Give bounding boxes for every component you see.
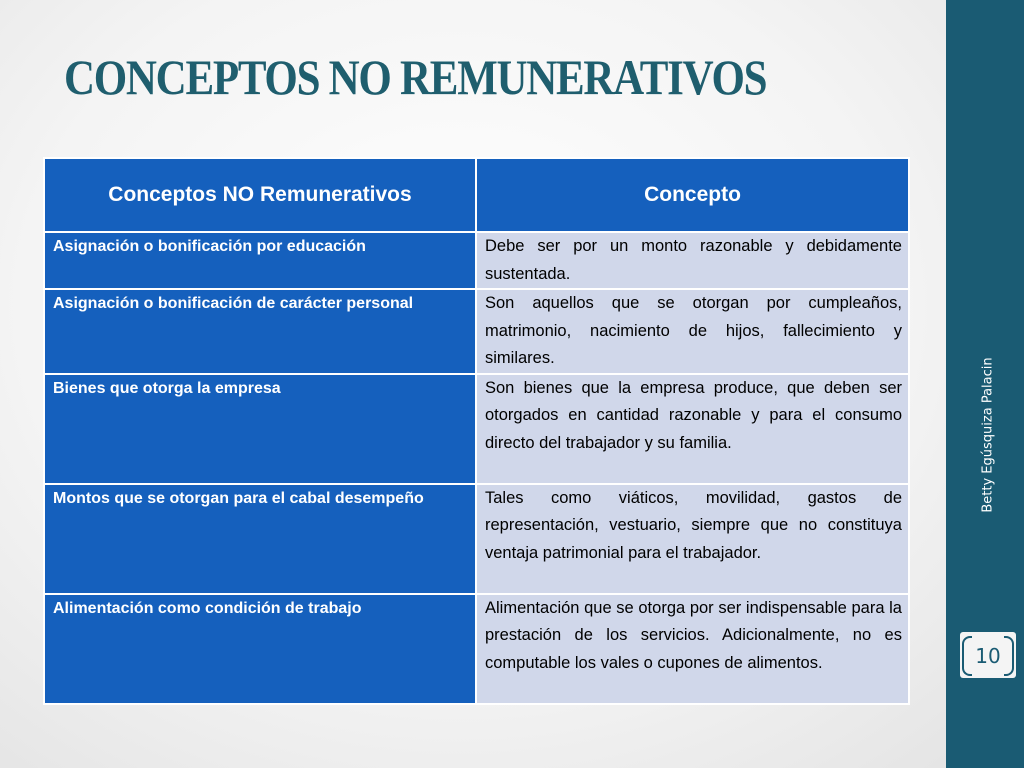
concept-cell: Bienes que otorga la empresa bbox=[44, 374, 476, 484]
concepts-table bbox=[43, 157, 910, 705]
table-header-row bbox=[44, 158, 909, 232]
author-label bbox=[958, 350, 1018, 520]
table-row bbox=[44, 289, 909, 374]
page-number: 10 bbox=[975, 644, 1001, 668]
table-row bbox=[44, 232, 909, 289]
description-cell: Alimentación que se otorga por ser indispensable para la prestación de los servicios. Adicionalmente, no es computable los vales o cupones de alimentos. bbox=[476, 594, 909, 704]
concept-cell: Montos que se otorgan para el cabal desempeño bbox=[44, 484, 476, 594]
description-cell: Son bienes que la empresa produce, que deben ser otorgados en cantidad razonable y para el consumo directo del trabajador y su familia. bbox=[476, 374, 909, 484]
concept-cell: Alimentación como condición de trabajo bbox=[44, 594, 476, 704]
column-header-concepts: Conceptos NO Remunerativos bbox=[44, 158, 476, 232]
table-row bbox=[44, 374, 909, 484]
table-row bbox=[44, 484, 909, 594]
page-number-badge bbox=[960, 632, 1016, 678]
author-name: Betty Egúsquiza Palacin bbox=[980, 357, 996, 513]
concept-cell: Asignación o bonificación por educación bbox=[44, 232, 476, 289]
description-cell: Debe ser por un monto razonable y debidamente sustentada. bbox=[476, 232, 909, 289]
table-row bbox=[44, 594, 909, 704]
concept-cell: Asignación o bonificación de carácter personal bbox=[44, 289, 476, 374]
column-header-concepto: Concepto bbox=[476, 158, 909, 232]
description-cell: Tales como viáticos, movilidad, gastos de representación, vestuario, siempre que no constituya ventaja patrimonial para el trabajador. bbox=[476, 484, 909, 594]
description-cell: Son aquellos que se otorgan por cumpleaños, matrimonio, nacimiento de hijos, fallecimiento y similares. bbox=[476, 289, 909, 374]
slide-title: CONCEPTOS NO REMUNERATIVOS bbox=[64, 49, 767, 105]
